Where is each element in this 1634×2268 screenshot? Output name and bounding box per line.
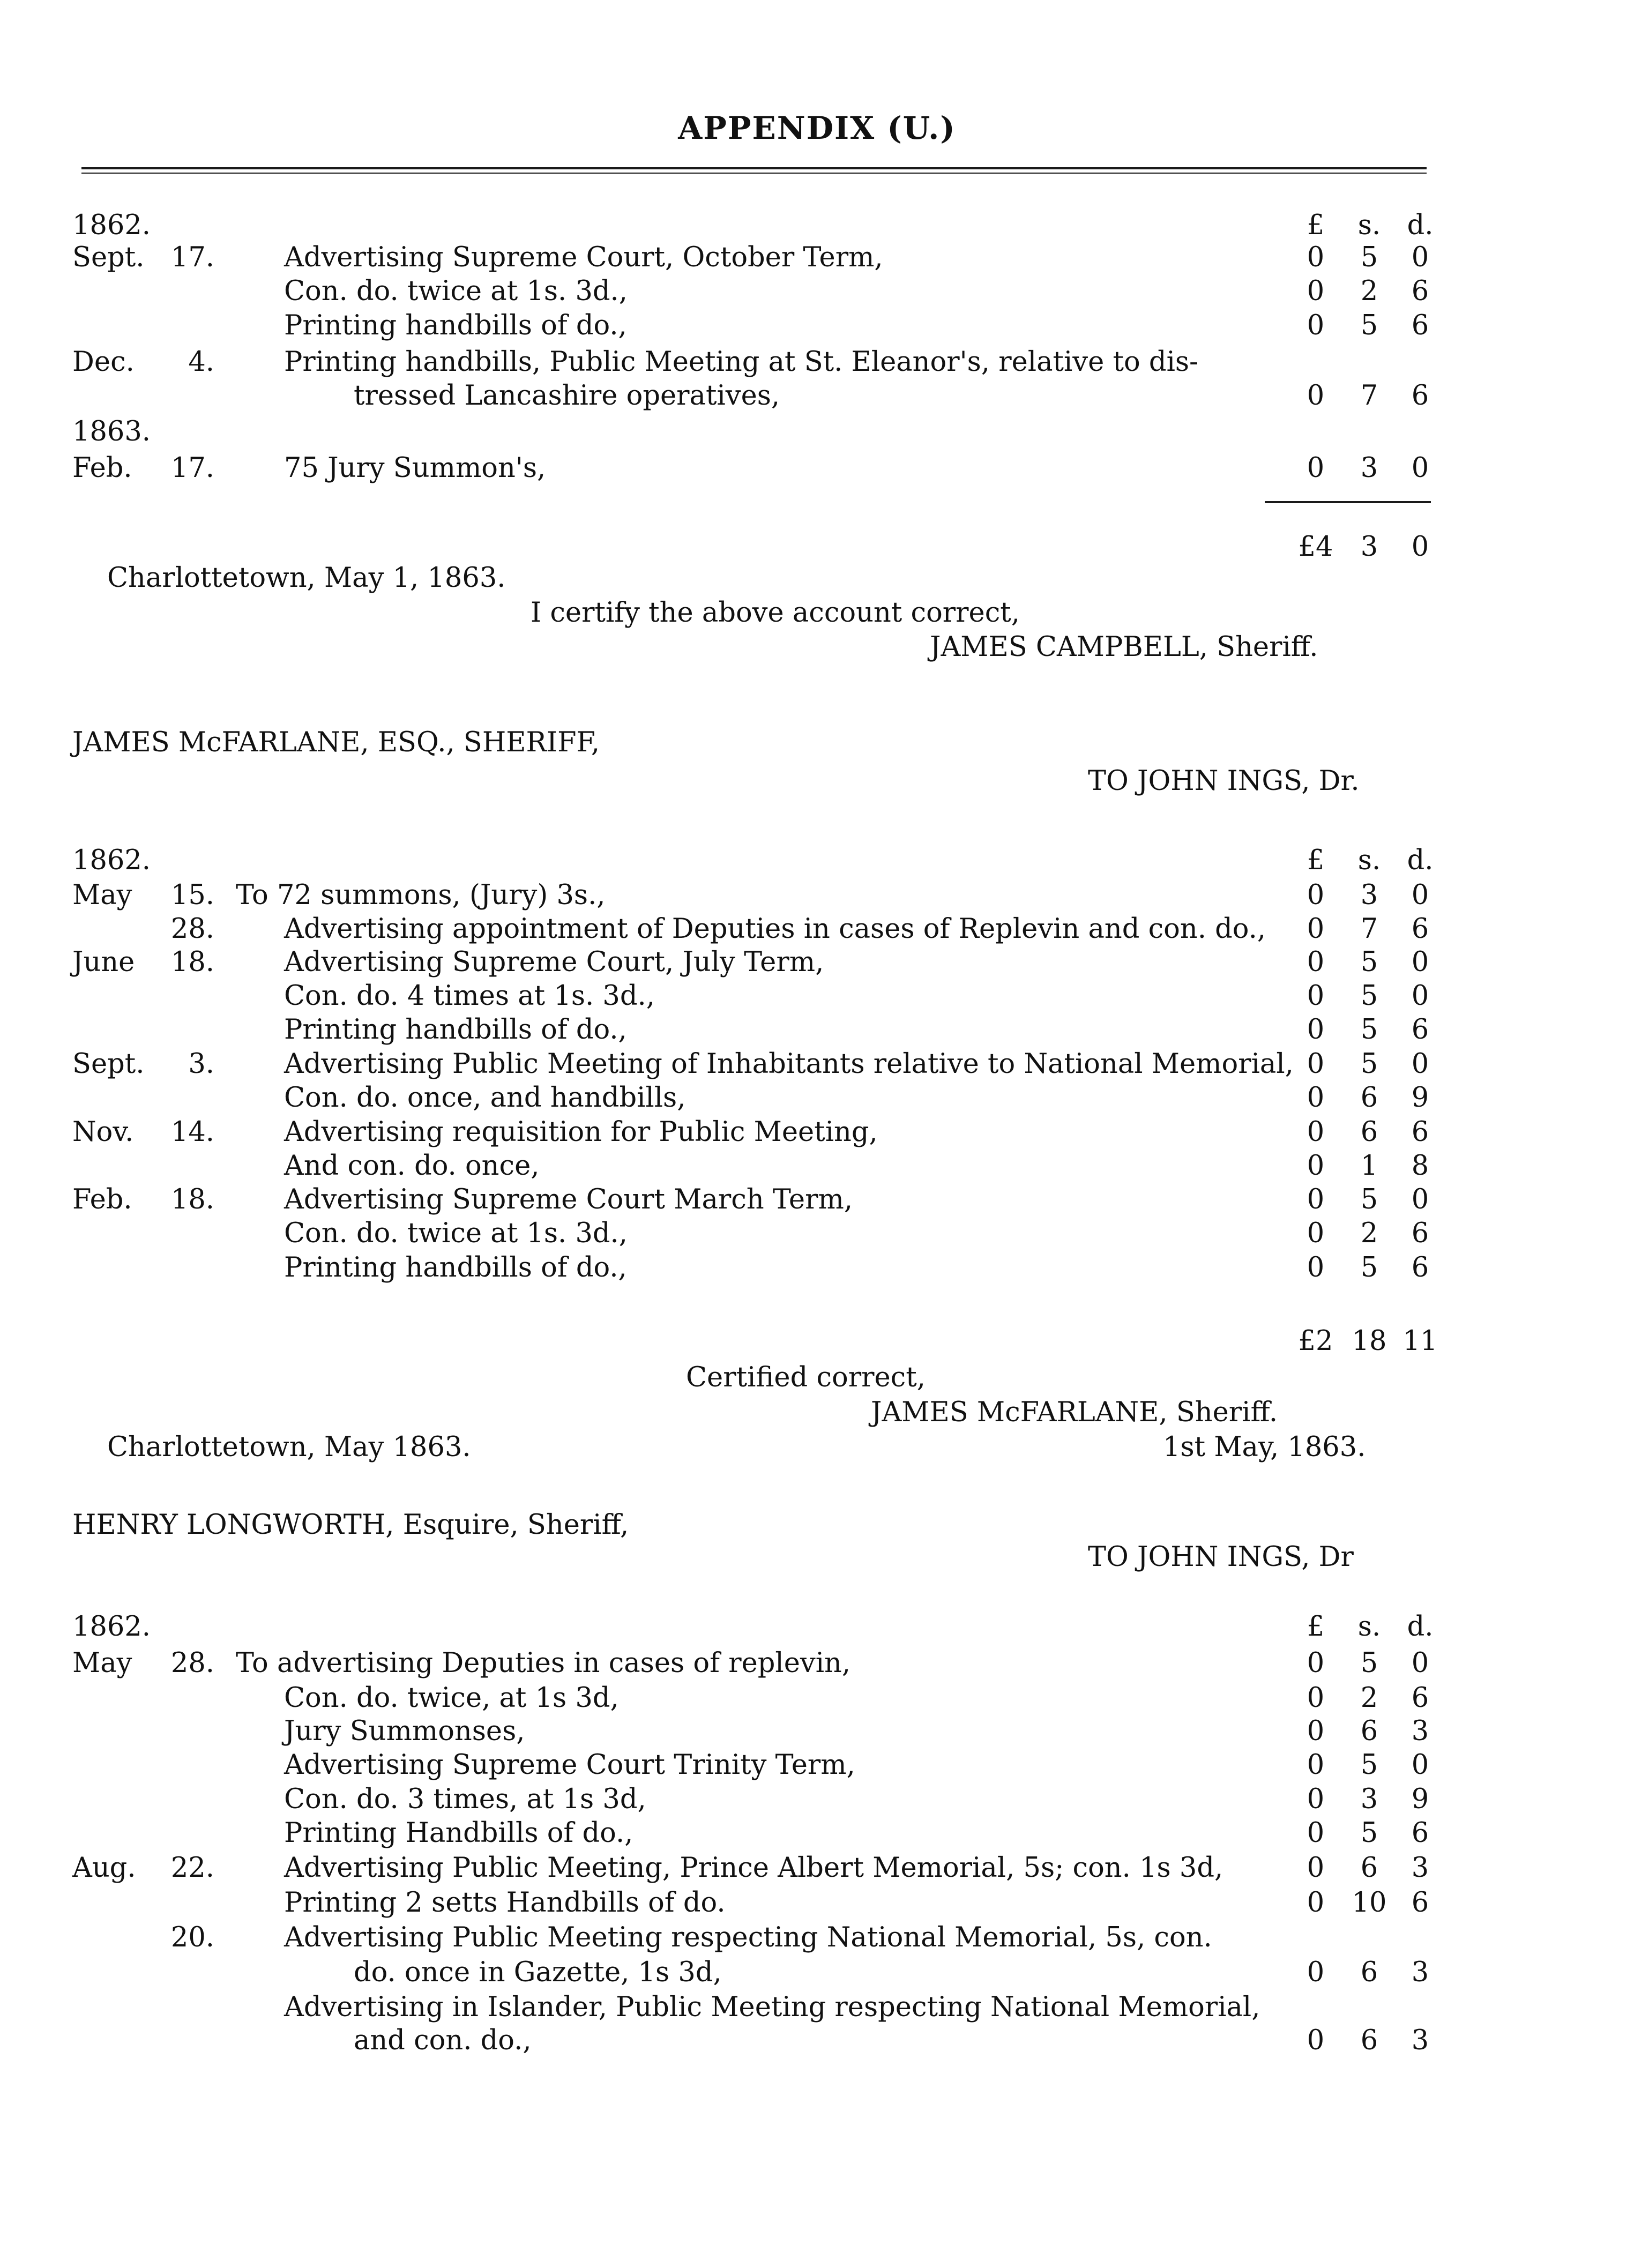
entry-day: 28.: [170, 913, 214, 945]
entry-amount-pounds: 0: [1307, 946, 1325, 978]
entry-date: 1863.: [72, 416, 151, 447]
entry-amount-shillings: 5: [1360, 1252, 1378, 1284]
entry-date: Aug.: [72, 1852, 136, 1884]
entry-amount-shillings: 5: [1360, 1647, 1378, 1679]
entry-day: 15.: [170, 879, 214, 911]
entry-amount-shillings: 5: [1360, 242, 1378, 273]
entry-amount-pounds: 0: [1307, 1252, 1325, 1284]
entry-amount-pounds: 0: [1307, 913, 1325, 945]
heading-pound: £: [1307, 845, 1325, 876]
entry-description: Con. do. 3 times, at 1s 3d,: [284, 1784, 646, 1815]
entry-amount-pence: 8: [1411, 1150, 1429, 1182]
entry-description: Con. do. once, and handbills,: [284, 1082, 686, 1114]
total-amount-shillings: 3: [1360, 531, 1378, 563]
entry-date: 1862.: [72, 845, 151, 876]
entry-amount-pence: 6: [1411, 1682, 1429, 1714]
entry-amount-shillings: 5: [1360, 1184, 1378, 1215]
entry-description: Printing Handbills of do.,: [284, 1817, 633, 1849]
entry-day: 18.: [170, 946, 214, 978]
entry-description: Printing handbills, Public Meeting at St. Eleanor's, relative to dis-: [284, 346, 1199, 378]
entry-description: Printing handbills of do.,: [284, 1252, 627, 1284]
heading-pence: d.: [1407, 210, 1434, 241]
entry-amount-shillings: 1: [1360, 1150, 1378, 1182]
addressee: JAMES McFARLANE, ESQ., SHERIFF,: [72, 727, 600, 758]
entry-amount-pence: 6: [1411, 1116, 1429, 1148]
entry-amount-pounds: 0: [1307, 275, 1325, 307]
entry-description: And con. do. once,: [284, 1150, 540, 1182]
entry-amount-shillings: 6: [1360, 2025, 1378, 2056]
entry-amount-pence: 6: [1411, 1014, 1429, 1046]
entry-amount-pence: 0: [1411, 946, 1429, 978]
entry-amount-pounds: 0: [1307, 2025, 1325, 2056]
entry-description: Printing 2 setts Handbills of do.: [284, 1887, 726, 1919]
entry-amount-pounds: 0: [1307, 380, 1325, 412]
entry-description: To advertising Deputies in cases of replevin,: [236, 1647, 851, 1679]
entry-amount-pence: 6: [1411, 275, 1429, 307]
entry-amount-shillings: 6: [1360, 1957, 1378, 1988]
entry-day: 3.: [188, 1048, 214, 1080]
entry-amount-shillings: 6: [1360, 1082, 1378, 1114]
entry-amount-pounds: 0: [1307, 1682, 1325, 1714]
entry-amount-pounds: 0: [1307, 1116, 1325, 1148]
entry-amount-pounds: 0: [1307, 879, 1325, 911]
entry-amount-shillings: 3: [1360, 452, 1378, 484]
creditor: TO JOHN INGS, Dr.: [1088, 765, 1360, 797]
entry-amount-shillings: 3: [1360, 879, 1378, 911]
entry-amount-shillings: 5: [1360, 946, 1378, 978]
entry-description: Advertising requisition for Public Meeting,: [284, 1116, 878, 1148]
entry-amount-pounds: 0: [1307, 1184, 1325, 1215]
entry-description: To 72 summons, (Jury) 3s.,: [236, 879, 606, 911]
entry-amount-pence: 9: [1411, 1082, 1429, 1114]
entry-date: Feb.: [72, 1184, 132, 1215]
entry-day: 14.: [170, 1116, 214, 1148]
entry-description: do. once in Gazette, 1s 3d,: [354, 1957, 722, 1988]
entry-description: Printing handbills of do.,: [284, 310, 627, 341]
entry-date: May: [72, 879, 132, 911]
page-header: APPENDIX (U.): [678, 110, 956, 146]
entry-description: and con. do.,: [354, 2025, 532, 2056]
entry-amount-pence: 6: [1411, 1218, 1429, 1249]
entry-day: 18.: [170, 1184, 214, 1215]
entry-amount-pence: 6: [1411, 913, 1429, 945]
entry-amount-pence: 0: [1411, 879, 1429, 911]
entry-amount-pence: 6: [1411, 380, 1429, 412]
entry-date: 1862.: [72, 1611, 151, 1643]
entry-amount-shillings: 2: [1360, 275, 1378, 307]
entry-amount-pence: 0: [1411, 1749, 1429, 1781]
total-amount-pounds: £2: [1298, 1325, 1333, 1357]
heading-shillings: s.: [1357, 210, 1381, 241]
entry-amount-pence: 0: [1411, 1184, 1429, 1215]
entry-amount-shillings: 6: [1360, 1715, 1378, 1747]
total-amount-pence: 11: [1402, 1325, 1438, 1357]
entry-day: 4.: [188, 346, 214, 378]
entry-date: Nov.: [72, 1116, 134, 1148]
entry-amount-pounds: 0: [1307, 310, 1325, 341]
entry-amount-shillings: 7: [1360, 380, 1378, 412]
signature: JAMES McFARLANE, Sheriff.: [871, 1397, 1278, 1428]
entry-amount-pounds: 0: [1307, 452, 1325, 484]
entry-amount-pounds: 0: [1307, 1082, 1325, 1114]
entry-amount-pounds: 0: [1307, 1957, 1325, 1988]
entry-day: 17.: [170, 452, 214, 484]
entry-amount-pounds: 0: [1307, 1784, 1325, 1815]
entry-amount-pence: 0: [1411, 242, 1429, 273]
entry-description: Advertising Supreme Court, October Term,: [284, 242, 883, 273]
entry-description: Con. do. twice at 1s. 3d.,: [284, 275, 628, 307]
entry-description: tressed Lancashire operatives,: [354, 380, 780, 412]
signature: JAMES CAMPBELL, Sheriff.: [930, 631, 1318, 663]
entry-amount-pounds: 0: [1307, 1749, 1325, 1781]
entry-amount-pence: 3: [1411, 1957, 1429, 1988]
entry-description: Advertising in Islander, Public Meeting respecting National Memorial,: [284, 1991, 1260, 2023]
place-date: Charlottetown, May 1863.: [107, 1431, 471, 1463]
entry-date: May: [72, 1647, 132, 1679]
entry-amount-pounds: 0: [1307, 1715, 1325, 1747]
certification: Certified correct,: [686, 1362, 926, 1393]
entry-amount-pounds: 0: [1307, 1218, 1325, 1249]
entry-amount-pounds: 0: [1307, 980, 1325, 1012]
entry-amount-pounds: 0: [1307, 1014, 1325, 1046]
entry-date: Sept.: [72, 242, 145, 273]
entry-day: 17.: [170, 242, 214, 273]
entry-amount-pence: 3: [1411, 1715, 1429, 1747]
entry-amount-shillings: 5: [1360, 1817, 1378, 1849]
entry-amount-pence: 0: [1411, 452, 1429, 484]
entry-amount-pence: 0: [1411, 1647, 1429, 1679]
entry-amount-shillings: 2: [1360, 1682, 1378, 1714]
heading-shillings: s.: [1357, 1611, 1381, 1643]
entry-amount-pounds: 0: [1307, 1647, 1325, 1679]
entry-amount-shillings: 5: [1360, 1048, 1378, 1080]
entry-description: Printing handbills of do.,: [284, 1014, 627, 1046]
total-amount-pence: 0: [1411, 531, 1429, 563]
entry-day: 22.: [170, 1852, 214, 1884]
entry-description: Advertising Public Meeting of Inhabitants relative to National Memorial,: [284, 1048, 1294, 1080]
entry-amount-shillings: 5: [1360, 980, 1378, 1012]
entry-amount-pounds: 0: [1307, 1817, 1325, 1849]
entry-amount-shillings: 5: [1360, 1749, 1378, 1781]
header-rule: [81, 167, 1427, 169]
entry-amount-pence: 6: [1411, 1252, 1429, 1284]
entry-amount-pence: 3: [1411, 1852, 1429, 1884]
entry-amount-pence: 6: [1411, 1817, 1429, 1849]
entry-description: 75 Jury Summon's,: [284, 452, 546, 484]
entry-amount-shillings: 6: [1360, 1852, 1378, 1884]
header-rule-2: [81, 173, 1427, 174]
entry-amount-pounds: 0: [1307, 242, 1325, 273]
total-amount-shillings: 18: [1352, 1325, 1387, 1357]
entry-date: Feb.: [72, 452, 132, 484]
entry-description: Advertising Public Meeting respecting National Memorial, 5s, con.: [284, 1922, 1212, 1953]
entry-description: Advertising Supreme Court, July Term,: [284, 946, 824, 978]
entry-description: Con. do. twice at 1s. 3d.,: [284, 1218, 628, 1249]
total-amount-pounds: £4: [1298, 531, 1333, 563]
entry-date: June: [72, 946, 135, 978]
addressee: HENRY LONGWORTH, Esquire, Sheriff,: [72, 1509, 629, 1541]
certification: I certify the above account correct,: [531, 597, 1020, 629]
entry-amount-pence: 3: [1411, 2025, 1429, 2056]
entry-amount-shillings: 6: [1360, 1116, 1378, 1148]
entry-amount-pounds: 0: [1307, 1048, 1325, 1080]
entry-day: 20.: [170, 1922, 214, 1953]
entry-day: 28.: [170, 1647, 214, 1679]
heading-pound: £: [1307, 1611, 1325, 1643]
entry-date: 1862.: [72, 210, 151, 241]
entry-amount-pence: 6: [1411, 1887, 1429, 1919]
heading-pence: d.: [1407, 845, 1434, 876]
entry-amount-pounds: 0: [1307, 1887, 1325, 1919]
entry-description: Advertising Supreme Court March Term,: [284, 1184, 853, 1215]
heading-pence: d.: [1407, 1611, 1434, 1643]
heading-shillings: s.: [1357, 845, 1381, 876]
entry-description: Advertising Supreme Court Trinity Term,: [284, 1749, 855, 1781]
entry-description: Advertising Public Meeting, Prince Albert Memorial, 5s; con. 1s 3d,: [284, 1852, 1223, 1884]
entry-amount-shillings: 10: [1352, 1887, 1387, 1919]
signature-date: 1st May, 1863.: [1163, 1431, 1366, 1463]
entry-description: Con. do. twice, at 1s 3d,: [284, 1682, 619, 1714]
entry-amount-pounds: 0: [1307, 1852, 1325, 1884]
entry-amount-shillings: 2: [1360, 1218, 1378, 1249]
entry-description: Jury Summonses,: [284, 1715, 525, 1747]
entry-amount-shillings: 5: [1360, 1014, 1378, 1046]
entry-amount-pence: 9: [1411, 1784, 1429, 1815]
total-rule: [1265, 501, 1431, 503]
entry-amount-pounds: 0: [1307, 1150, 1325, 1182]
heading-pound: £: [1307, 210, 1325, 241]
entry-description: Con. do. 4 times at 1s. 3d.,: [284, 980, 655, 1012]
entry-date: Sept.: [72, 1048, 145, 1080]
entry-amount-pence: 0: [1411, 1048, 1429, 1080]
entry-description: Advertising appointment of Deputies in cases of Replevin and con. do.,: [284, 913, 1266, 945]
entry-date: Dec.: [72, 346, 135, 378]
entry-amount-pence: 6: [1411, 310, 1429, 341]
place-date: Charlottetown, May 1, 1863.: [107, 562, 506, 594]
entry-amount-shillings: 7: [1360, 913, 1378, 945]
creditor: TO JOHN INGS, Dr: [1088, 1541, 1354, 1573]
entry-amount-pence: 0: [1411, 980, 1429, 1012]
entry-amount-shillings: 5: [1360, 310, 1378, 341]
entry-amount-shillings: 3: [1360, 1784, 1378, 1815]
